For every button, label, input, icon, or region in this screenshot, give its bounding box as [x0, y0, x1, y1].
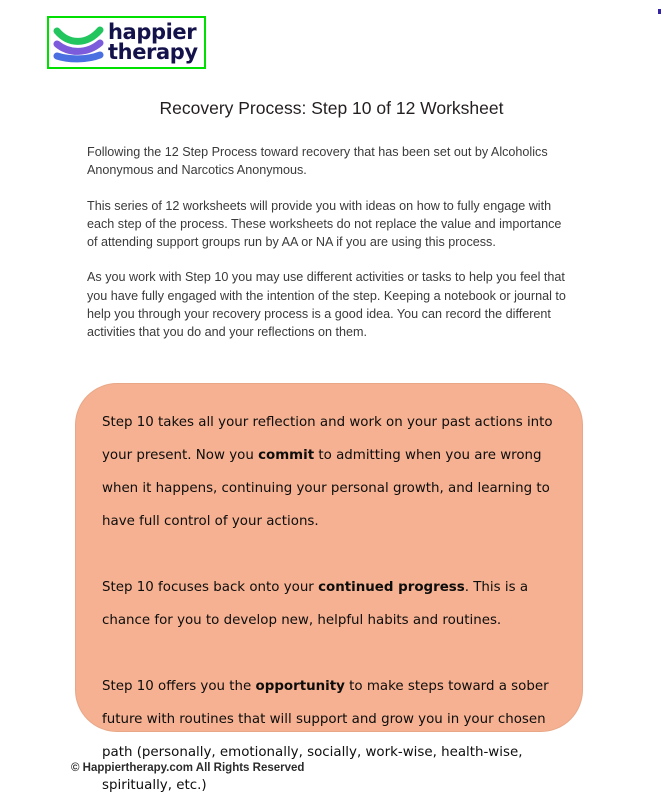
callout-1-emphasis: commit [258, 448, 315, 463]
page-title: Recovery Process: Step 10 of 12 Worksheet [159, 98, 504, 118]
three-wave-swoosh-icon [53, 21, 105, 65]
callout-1-text-before: Step 10 takes all your reflection and work on your past actions into your present. Now you [102, 415, 553, 463]
callout-paragraph-2 [102, 571, 556, 637]
callout-3-emphasis: opportunity [255, 679, 345, 694]
callout-2-text-before: Step 10 focuses back onto your [102, 580, 319, 595]
intro-section [87, 143, 571, 359]
brand-logo [47, 16, 206, 69]
callout-2-text-after: . This is a chance for you to develop new, helpful habits and routines. [102, 580, 529, 628]
callout-paragraph-3 [102, 670, 556, 802]
callout-paragraph-1 [102, 406, 556, 538]
callout-3-text-before: Step 10 offers you the [102, 679, 256, 694]
scan-artifact-mark [658, 9, 661, 14]
callout-2-emphasis: continued progress [318, 580, 465, 595]
brand-logo-wordmark [108, 19, 198, 64]
intro-paragraph-1: Following the 12 Step Process toward recovery that has been set out by Alcoholics Anonymous and Narcotics Anonymous. [87, 145, 548, 178]
callout-1-text-after: to admitting when you are wrong when it happens, continuing your personal growth, and learning to have full control of your actions. [102, 448, 550, 529]
brand-logo-line-1: happier [108, 19, 197, 44]
brand-logo-line-2: therapy [108, 39, 198, 64]
callout-3-text-after: to make steps toward a sober future with routines that will support and grow you in your chosen path (personally, emotionally, socially, work-wise, health-wise, spiritually, etc.) [102, 679, 549, 793]
intro-paragraph-2: This series of 12 worksheets will provide you with ideas on how to fully engage with each step of the process. These worksheets do not replace the value and importance of attending support groups run by AA or NA if you are using this process. [87, 198, 562, 250]
copyright-footer: © Happiertherapy.com All Rights Reserved [71, 762, 305, 774]
intro-paragraph-3: As you work with Step 10 you may use different activities or tasks to help you feel that you have fully engaged with the intention of the step. Keeping a notebook or journal to help you through your recovery process is a good idea. You can record the different activities that you do and your reflections on them. [87, 270, 566, 340]
